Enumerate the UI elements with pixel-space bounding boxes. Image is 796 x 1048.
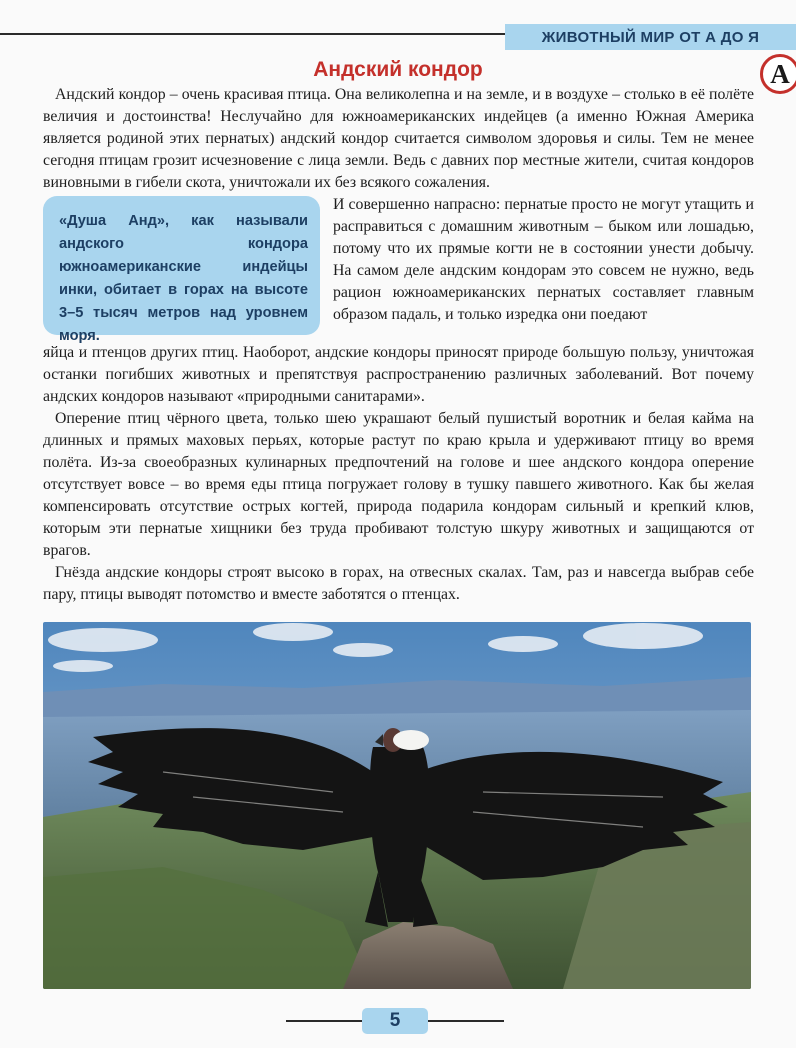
footer-rule-left (286, 1020, 362, 1022)
page-footer (0, 1008, 796, 1034)
section-banner: ЖИВОТНЫЙ МИР ОТ А ДО Я (505, 24, 796, 50)
header-rule (0, 33, 520, 35)
callout-box: «Душа Анд», как называли андского кондора южноамериканские индейцы инки, обитает в горах на высоте 3–5 тысяч метров над уровнем моря. (43, 196, 320, 335)
condor-photo (43, 622, 751, 989)
paragraph-claws-wrapped: И совершенно напрасно: пернатые просто не могут утащить и расправиться с домашним животным – быком или лошадью, потому что их прямые когти не в состоянии унести добычу. На самом деле андским кондорам это совсем не нужно, ведь рацион южноамериканских пернатых составляет главным образом падаль, и только изредка они поедают (333, 196, 754, 323)
letter-badge: А (760, 54, 796, 94)
condor-collar (393, 730, 429, 750)
paragraph-claws-continued: яйца и птенцов других птиц. Наоборот, андские кондоры приносят природе большую пользу, уничтожая останки погибших животных и препятствуя распространению различных заболеваний. Вот почему андских кондоров называют «природными санитарами». (43, 344, 754, 405)
article-title: Андский кондор (313, 58, 483, 81)
footer-rule-right (428, 1020, 504, 1022)
paragraph-plumage: Оперение птиц чёрного цвета, только шею украшают белый пушистый воротник и белая кайма на длинных и прямых маховых перьях, которые растут по краю крыла и удерживают птицу во время полёта. Из-за своеобразных кулинарных предпочтений на голове и шее андского кондора оперение отсутствует вовсе – во время еды птица погружает голову в тушку павшего животного. Как бы желая компенсировать отсутствие острых когтей, природа подарила кондорам сильный и крепкий клюв, которым эти пернатые хищники без труда пробивают толстую шкуру животных и защищаются от врагов. (43, 410, 754, 559)
page-number: 5 (362, 1008, 428, 1034)
paragraph-nests: Гнёзда андские кондоры строят высоко в горах, на отвесных скалах. Там, раз и навсегда выбрав себе пару, птицы выводят потомство и вместе заботятся о птенцах. (43, 564, 754, 603)
paragraph-intro: Андский кондор – очень красивая птица. Она великолепна и на земле, и в воздухе – столько в её полёте величия и достоинства! Неслучайно для южноамериканских индейцев (а именно Южная Америка является родиной этих пернатых) андский кондор считается символом здоровья и силы. Тем не менее сегодня птицам грозит исчезновение с лица земли. Ведь с давних пор местные жители, считая кондоров виновными в гибели скота, уничтожали их без всякого сожаления. (43, 86, 754, 191)
